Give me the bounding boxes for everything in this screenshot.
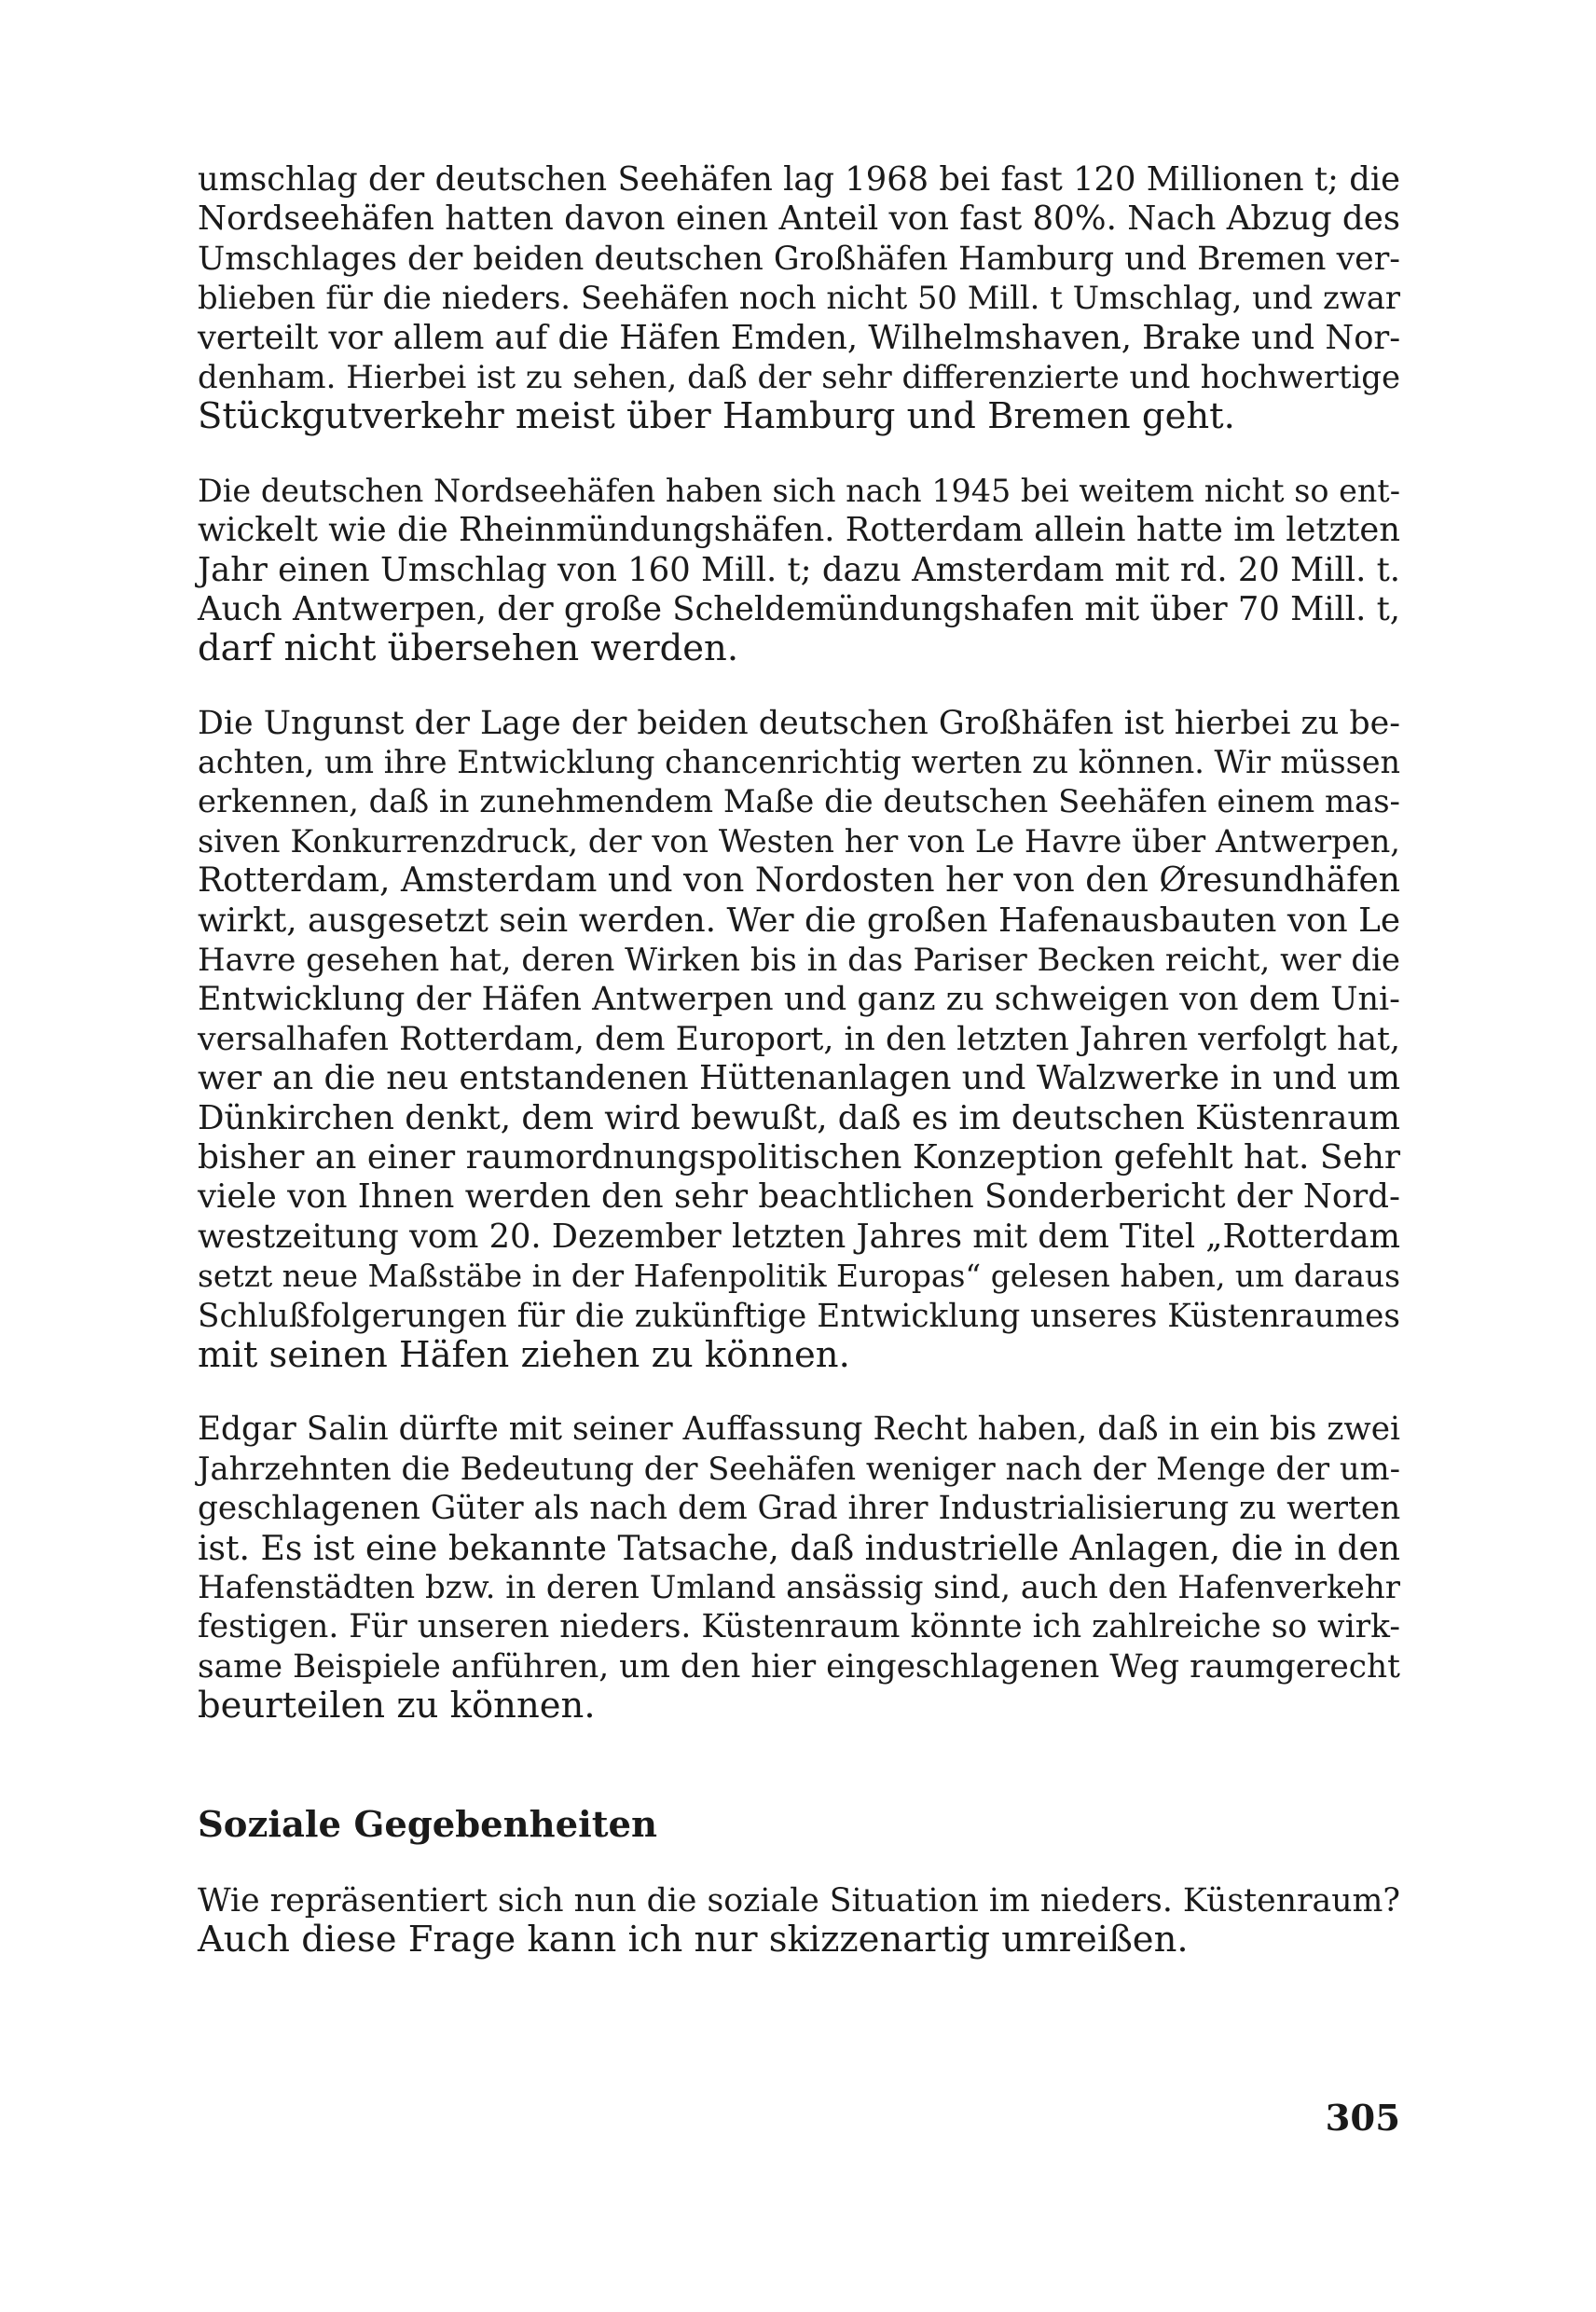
paragraph-3 xyxy=(198,704,1400,1376)
text-line: Wie repräsentiert sich nun die soziale Situation im nieders. Küstenraum? xyxy=(198,1881,1400,1920)
text-line: same Beispiele anführen, um den hier eingeschlagenen Weg raumgerecht xyxy=(198,1647,1400,1686)
page-number: 305 xyxy=(1325,2098,1400,2140)
text-line: geschlagenen Güter als nach dem Grad ihrer Industrialisierung zu werten xyxy=(198,1490,1401,1528)
text-line: beurteilen zu können. xyxy=(198,1685,596,1727)
text-line: Auch diese Frage kann ich nur skizzenartig umreißen. xyxy=(198,1919,1189,1961)
text-line: Hafenstädten bzw. in deren Umland ansässig sind, auch den Hafenverkehr xyxy=(198,1568,1400,1606)
text-line: blieben für die nieders. Seehäfen noch nicht 50 Mill. t Umschlag, und zwar xyxy=(198,280,1400,317)
text-line: bisher an einer raumordnungspolitischen Konzeption gefehlt hat. Sehr xyxy=(198,1137,1400,1177)
text-line: Nordseehäfen hatten davon einen Anteil von fast 80%. Nach Abzug des xyxy=(198,200,1400,239)
paragraph-4 xyxy=(198,1410,1400,1726)
text-line: Jahrzehnten die Bedeutung der Seehäfen weniger nach der Menge der um- xyxy=(198,1450,1400,1487)
text-line: Dünkirchen denkt, dem wird bewußt, daß es im deutschen Küstenraum xyxy=(198,1098,1400,1137)
text-line: ist. Es ist eine bekannte Tatsache, daß industrielle Anlagen, die in den xyxy=(198,1528,1400,1568)
text-line: setzt neue Maßstäbe in der Hafenpolitik Europas“ gelesen haben, um daraus xyxy=(198,1258,1400,1295)
text-line: wer an die neu entstandenen Hüttenanlagen und Walzwerke in und um xyxy=(198,1059,1400,1098)
text-line: Die deutschen Nordseehäfen haben sich nach 1945 bei weitem nicht so ent- xyxy=(198,472,1400,509)
text-line: wickelt wie die Rheinmündungshäfen. Rotterdam allein hatte im letzten xyxy=(198,511,1400,550)
text-line: achten, um ihre Entwicklung chancenrichtig werten zu können. Wir müssen xyxy=(198,744,1400,781)
text-line: Havre gesehen hat, deren Wirken bis in das Pariser Becken reicht, wer die xyxy=(198,942,1400,980)
text-line: mit seinen Häfen ziehen zu können. xyxy=(198,1333,850,1376)
text-line: Stückgutverkehr meist über Hamburg und Bremen geht. xyxy=(198,395,1235,438)
text-line: westzeitung vom 20. Dezember letzten Jahres mit dem Titel „Rotterdam xyxy=(198,1217,1400,1256)
text-line: umschlag der deutschen Seehäfen lag 1968 bei fast 120 Millionen t; die xyxy=(198,160,1400,199)
page-body xyxy=(198,160,1400,1961)
section-heading: Soziale Gegebenheiten xyxy=(198,1804,658,1847)
text-line: Rotterdam, Amsterdam und von Nordosten her von den Øresundhäfen xyxy=(198,861,1400,901)
text-line: versalhafen Rotterdam, dem Europort, in den letzten Jahren verfolgt hat, xyxy=(198,1020,1400,1058)
text-line: wirkt, ausgesetzt sein werden. Wer die großen Hafenausbauten von Le xyxy=(198,901,1400,940)
text-line: festigen. Für unseren nieders. Küstenraum könnte ich zahlreiche so wirk- xyxy=(198,1608,1400,1646)
text-line: Umschlages der beiden deutschen Großhäfen Hamburg und Bremen ver- xyxy=(198,240,1400,278)
paragraph-1 xyxy=(198,160,1400,437)
paragraph-2 xyxy=(198,472,1400,669)
text-line: Schlußfolgerungen für die zukünftige Entwicklung unseres Küstenraumes xyxy=(198,1297,1400,1335)
text-line: siven Konkurrenzdruck, der von Westen her von Le Havre über Antwerpen, xyxy=(198,822,1400,860)
text-line: darf nicht übersehen werden. xyxy=(198,627,739,670)
text-line: verteilt vor allem auf die Häfen Emden, Wilhelmshaven, Brake und Nor- xyxy=(198,318,1401,357)
text-line: Edgar Salin dürfte mit seiner Auffassung Recht haben, daß in ein bis zwei xyxy=(198,1411,1400,1449)
text-line: erkennen, daß in zunehmendem Maße die deutschen Seehäfen einem mas- xyxy=(198,783,1400,820)
text-line: Die Ungunst der Lage der beiden deutschen Großhäfen ist hierbei zu be- xyxy=(198,704,1400,742)
text-line: denham. Hierbei ist zu sehen, daß der sehr differenzierte und hochwertige xyxy=(198,358,1400,395)
text-line: viele von Ihnen werden den sehr beachtlichen Sonderbericht der Nord- xyxy=(198,1177,1400,1217)
text-line: Auch Antwerpen, der große Scheldemündungshafen mit über 70 Mill. t, xyxy=(198,589,1400,628)
text-line: Jahr einen Umschlag von 160 Mill. t; dazu Amsterdam mit rd. 20 Mill. t. xyxy=(198,550,1400,589)
text-line: Entwicklung der Häfen Antwerpen und ganz zu schweigen von dem Uni- xyxy=(198,981,1400,1019)
paragraph-5 xyxy=(198,1881,1400,1961)
